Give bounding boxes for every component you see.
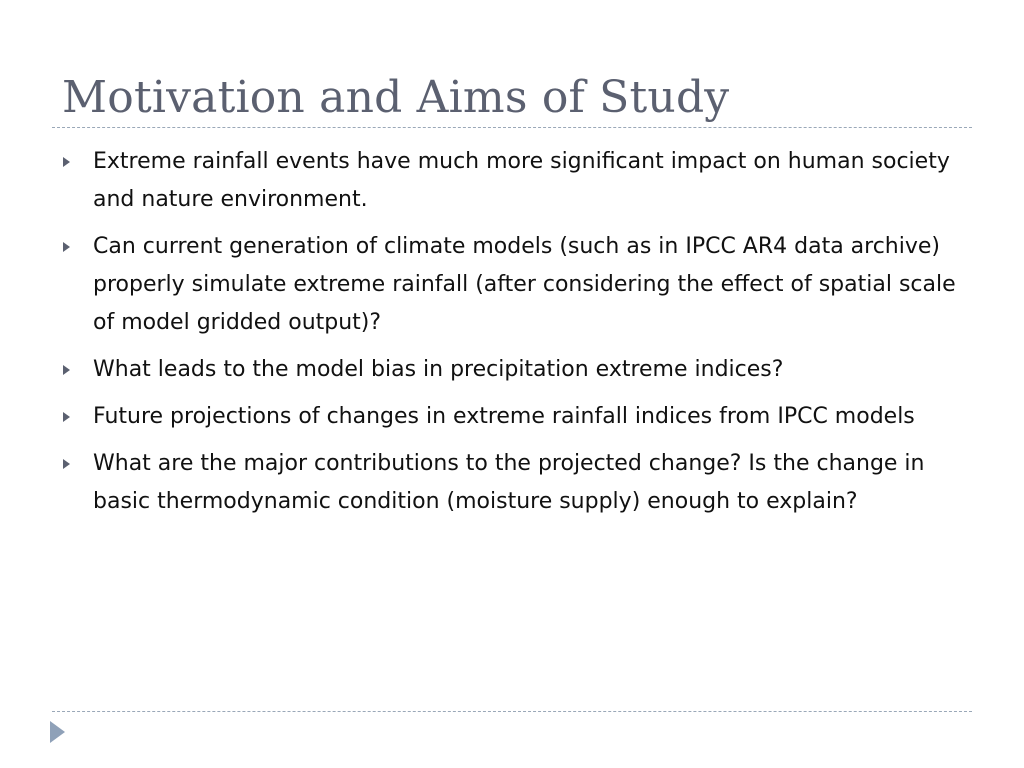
bullet-item bbox=[62, 228, 962, 342]
bullet-text: Extreme rainfall events have much more significant impact on human society and nature environment. bbox=[93, 149, 950, 212]
triangle-bullet-icon bbox=[63, 242, 70, 252]
slide-title: Motivation and Aims of Study bbox=[62, 72, 730, 123]
bullet-item bbox=[62, 143, 962, 219]
triangle-bullet-icon bbox=[63, 157, 70, 167]
bullet-text: What leads to the model bias in precipitation extreme indices? bbox=[93, 357, 784, 382]
bullet-list bbox=[62, 143, 962, 530]
bullet-item bbox=[62, 398, 962, 436]
title-divider bbox=[52, 127, 972, 128]
bullet-text: What are the major contributions to the projected change? Is the change in basic thermodynamic condition (moisture supply) enough to explain? bbox=[93, 451, 925, 514]
triangle-bullet-icon bbox=[63, 365, 70, 375]
bullet-item bbox=[62, 351, 962, 389]
bullet-text: Can current generation of climate models (such as in IPCC AR4 data archive) properly simulate extreme rainfall (after considering the effect of spatial scale of model gridded output)? bbox=[93, 234, 956, 335]
triangle-bullet-icon bbox=[63, 412, 70, 422]
bullet-item bbox=[62, 445, 962, 521]
footer-divider bbox=[52, 711, 972, 712]
triangle-bullet-icon bbox=[63, 459, 70, 469]
triangle-nav-icon[interactable] bbox=[50, 721, 65, 743]
bullet-text: Future projections of changes in extreme rainfall indices from IPCC models bbox=[93, 404, 915, 429]
